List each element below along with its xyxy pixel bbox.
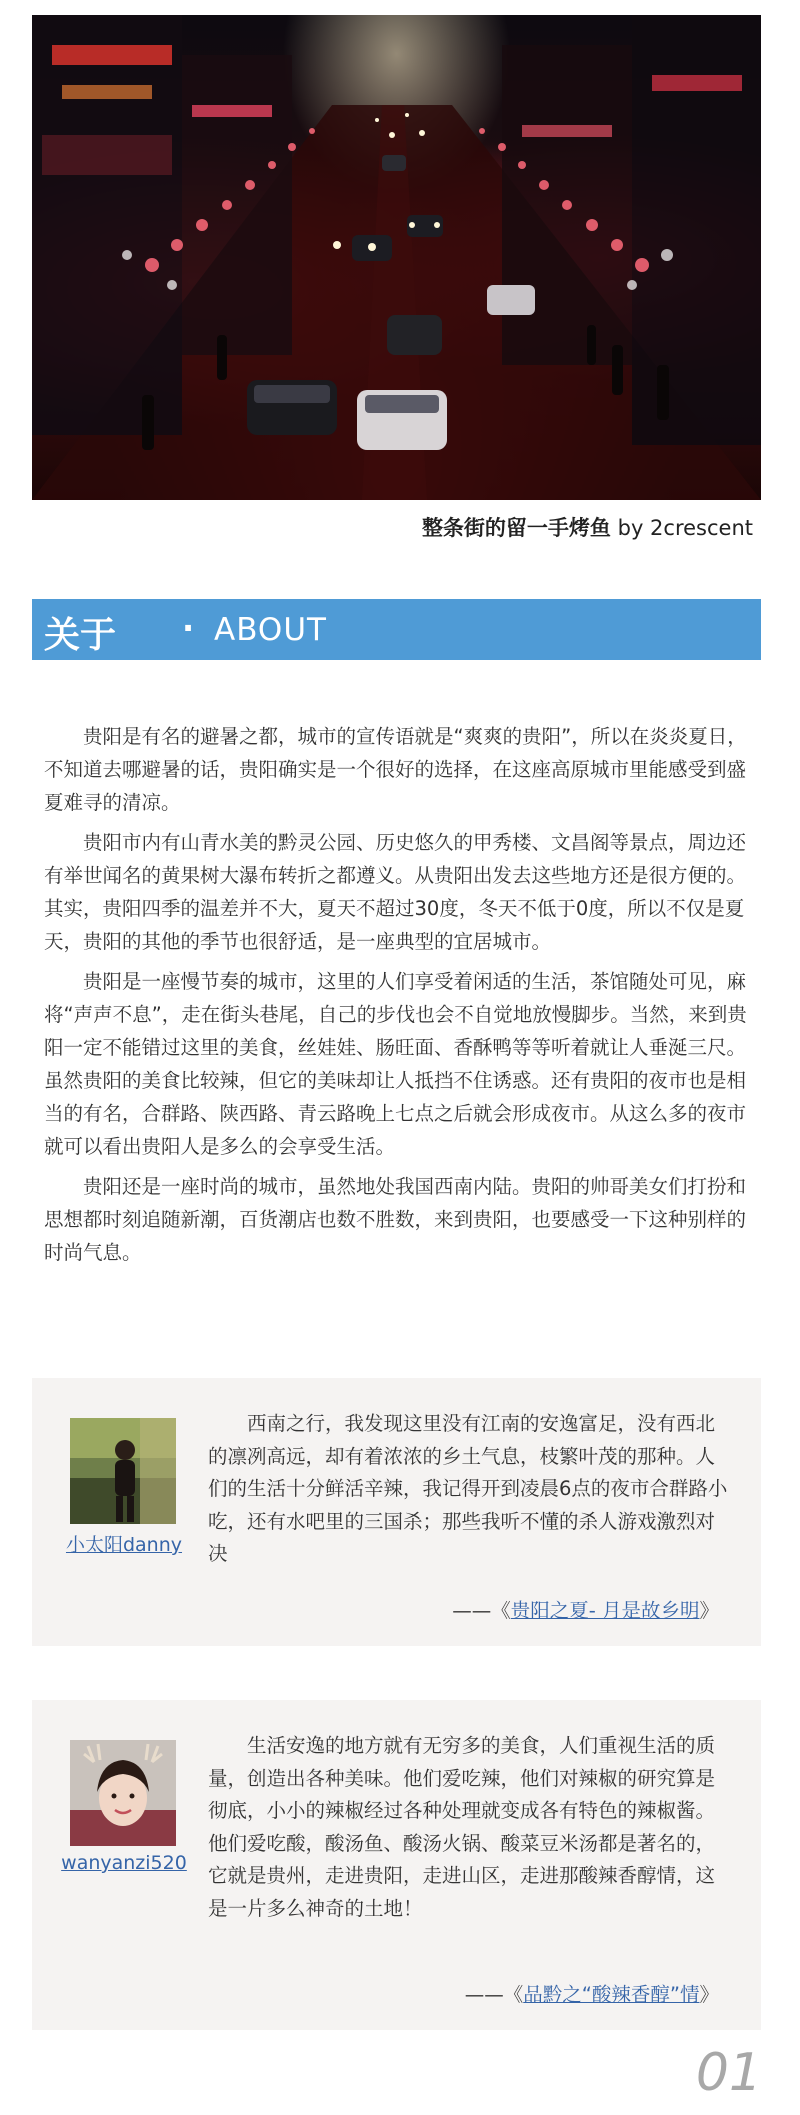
article-paragraph: 贵阳是一座慢节奏的城市，这里的人们享受着闲适的生活，茶馆随处可见，麻将“声声不息”，走在街头巷尾，自己的步伐也会不自觉地放慢脚步。当然，来到贵阳一定不能错过这里的美食，丝娃娃、肠旺面、香酥鸭等等听着就让人垂涎三尺。虽然贵阳的美食比较辣，但它的美味却让人抵挡不住诱惑。还有贵阳的夜市也是相当的有名，合群路、陕西路、青云路晚上七点之后就会形成夜市。从这么多的夜市就可以看出贵阳人是多么的会享受生活。: [44, 970, 747, 1158]
quote-source: [452, 1595, 719, 1623]
user-avatar-image: [70, 1418, 176, 1524]
hero-photo: [32, 15, 761, 500]
source-suffix: 》: [699, 1599, 719, 1622]
user-quote-card: [32, 1378, 761, 1646]
section-title-en: ABOUT: [214, 612, 327, 648]
avatar[interactable]: [70, 1740, 176, 1846]
avatar[interactable]: [70, 1418, 176, 1524]
source-suffix: 》: [699, 1983, 719, 2006]
section-title-zh: 关于: [44, 615, 117, 656]
quote-text: 西南之行，我发现这里没有江南的安逸富足，没有西北的凛冽高远，却有着浓浓的乡土气息，枝繁叶茂的那种。人们的生活十分鲜活辛辣，我记得开到凌晨6点的夜市合群路小吃，还有水吧里的三国杀；那些我听不懂的杀人游戏激烈对决: [208, 1412, 728, 1565]
source-article-link[interactable]: 品黔之“酸辣香醇”情: [523, 1983, 700, 2006]
user-name-link[interactable]: 小太阳danny: [65, 1534, 183, 1556]
quote-text: 生活安逸的地方就有无穷多的美食，人们重视生活的质量，创造出各种美味。他们爱吃辣，他们对辣椒的研究算是彻底，小小的辣椒经过各种处理就变成各有特色的辣椒酱。他们爱吃酸，酸汤鱼、酸汤火锅、酸菜豆米汤都是著名的，它就是贵州，走进贵阳，走进山区，走进那酸辣香醇情，这是一片多么神奇的土地！: [208, 1734, 716, 1920]
article-body: [44, 720, 749, 1276]
source-article-link[interactable]: 贵阳之夏- 月是故乡明: [510, 1599, 700, 1622]
article-paragraph: 贵阳还是一座时尚的城市，虽然地处我国西南内陆。贵阳的帅哥美女们打扮和思想都时刻追随新潮，百货潮店也数不胜数，来到贵阳，也要感受一下这种别样的时尚气息。: [44, 1175, 747, 1264]
quote-source: [465, 1979, 719, 2007]
section-header-about: [32, 599, 761, 660]
article-paragraph: 贵阳是有名的避暑之都，城市的宣传语就是“爽爽的贵阳”，所以在炎炎夏日，不知道去哪避暑的话，贵阳确实是一个很好的选择，在这座高原城市里能感受到盛夏难寻的清凉。: [44, 725, 747, 814]
user-name-link[interactable]: wanyanzi520: [61, 1852, 187, 1874]
source-prefix: ——《: [464, 1983, 524, 2006]
photo-caption: [32, 512, 753, 542]
source-prefix: ——《: [452, 1599, 511, 1622]
user-quote-card: [32, 1700, 761, 2030]
caption-credit: by 2crescent: [610, 516, 753, 540]
user-avatar-image: [70, 1740, 176, 1846]
night-street-illustration: [32, 15, 761, 500]
page-number: 01: [695, 2043, 762, 2103]
article-paragraph: 贵阳市内有山青水美的黔灵公园、历史悠久的甲秀楼、文昌阁等景点，周边还有举世闻名的黄果树大瀑布转折之都遵义。从贵阳出发去这些地方还是很方便的。其实，贵阳四季的温差并不大，夏天不超过30度，冬天不低于0度，所以不仅是夏天，贵阳的其他的季节也很舒适，是一座典型的宜居城市。: [44, 831, 747, 953]
section-title-separator: ·: [182, 609, 195, 647]
caption-title: 整条街的留一手烤鱼: [421, 516, 611, 540]
